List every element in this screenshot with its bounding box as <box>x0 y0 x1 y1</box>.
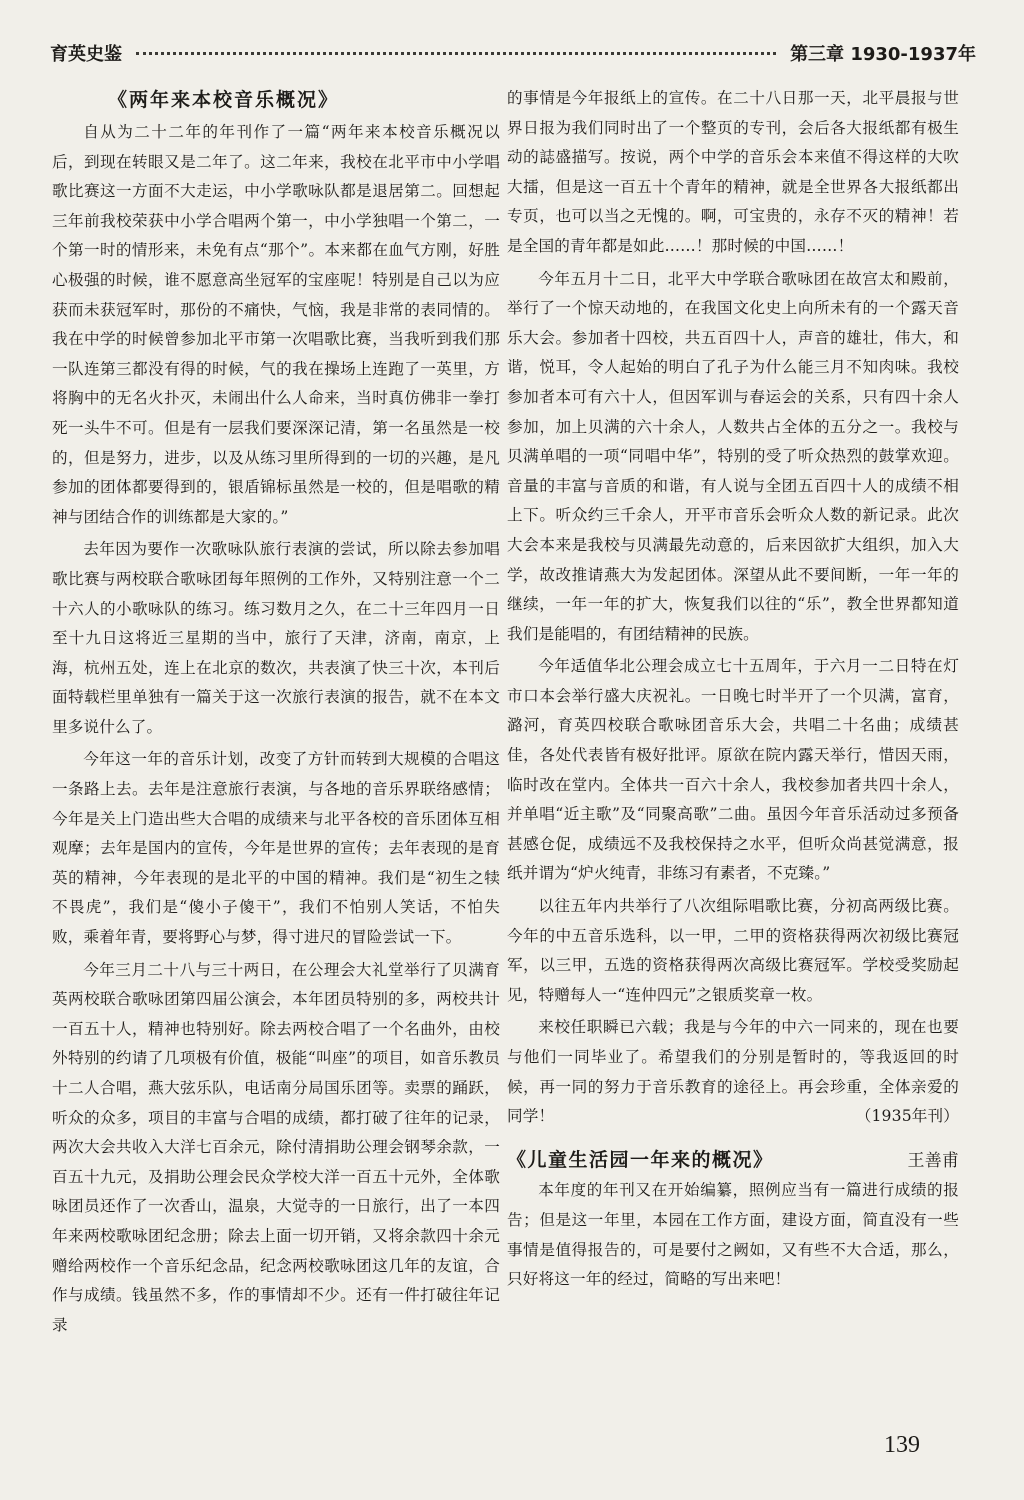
paragraph: 去年因为要作一次歌咏队旅行表演的尝试，所以除去参加唱歌比赛与两校联合歌咏团每年照例的工作外，又特别注意一个二十六人的小歌咏队的练习。练习数月之久，在二十三年四月一日至十九日这将近三星期的当中，旅行了天津，济南，南京，上海，杭州五处，连上在北京的数次，共表演了快三十次，本刊后面特载栏里单独有一篇关于这一次旅行表演的报告，就不在本文里多说什么了。 <box>52 540 500 736</box>
left-column <box>52 84 500 1343</box>
paragraph: 本年度的年刊又在开始编纂，照例应当有一篇进行成绩的报告；但是这一年里，本园在工作方面，建设方面，简直没有一些事情是值得报告的，可是要付之阙如，又有些不大合适，那么，只好将这一年的经过，简略的写出来吧！ <box>507 1181 959 1289</box>
paragraph: 今年这一年的音乐计划，改变了方针而转到大规模的合唱这一条路上去。去年是注意旅行表演，与各地的音乐界联络感情；今年是关上门造出些大合唱的成绩来与北平各校的音乐团体互相观摩；去年是国内的宣传，今年是世界的宣传；去年表现的是育英的精神，今年表现的是北平的中国的精神。我们是“初生之犊不畏虎”，我们是“傻小子傻干”，我们不怕别人笑话，不怕失败，乘着年青，要将野心与梦，得寸进尺的冒险尝试一下。 <box>52 750 500 947</box>
paragraph: 自从为二十二年的年刊作了一篇“两年来本校音乐概况以后，到现在转眼又是二年了。这二年来，我校在北平市中小学唱歌比赛这一方面不大走运，中小学歌咏队都是退居第二。回想起三年前我校荣获中小学合唱两个第一，中小学独唱一个第二，一个第一时的情形来，未免有点“那个”。本来都在血气方刚，好胜心极强的时候，谁不愿意高坐冠军的宝座呢！特别是自己以为应获而未获冠军时，那份的不痛快，气恼，我是非常的表同情的。我在中学的时候曾参加北平市第一次唱歌比赛，当我听到我们那一队连第三都没有得的时候，气的我在操场上连跑了一英里，方将胸中的无名火扑灭，未闹出什么人命来，当时真仿佛非一拳打死一头牛不可。但是有一层我们要深深记清，第一名虽然是一校的，但是努力，进步，以及从练习里所得到的一切的兴趣，是凡参加的团体都要得到的，银盾锦标虽然是一校的，但是唱歌的精神与团结合作的训练都是大家的。” <box>52 123 500 526</box>
paragraph: 今年五月十二日，北平大中学联合歌咏团在故宫太和殿前，举行了一个惊天动地的，在我国文化史上向所未有的一个露天音乐大会。参加者十四校，共五百四十人，声音的雄壮，伟大，和谐，悦耳，令人起始的明白了孔子为什么能三月不知肉味。我校参加者本可有六十人，但因军训与春运会的关系，只有四十余人参加，加上贝满的六十余人，人数共占全体的五分之一。我校与贝满单唱的一项“同唱中华”，特别的受了听众热烈的鼓掌欢迎。音量的丰富与音质的和谐，有人说与全团五百四十人的成绩不相上下。听众约三千余人，开平市音乐会听众人数的新记录。此次大会本来是我校与贝满最先动意的，后来因欲扩大组织，加入大学，故改推请燕大为发起团体。深望从此不要间断，一年一年的继续，一年一年的扩大，恢复我们以往的“乐”，教全世界都知道我们是能唱的，有团结精神的民族。 <box>507 269 959 643</box>
running-header <box>50 38 976 68</box>
paragraph: 以往五年内共举行了八次组际唱歌比赛，分初高两级比赛。今年的中五音乐选科，以一甲，二甲的资格获得两次初级比赛冠军，以三甲，五选的资格获得两次高级比赛冠军。学校受奖励起见，特赠每人一“连仲四元”之银质奖章一枚。 <box>507 897 959 1004</box>
article-heading <box>507 1146 959 1177</box>
page-number: 139 <box>884 1432 920 1458</box>
article-author: 王善甫 <box>907 1150 959 1171</box>
book-title: 育英史鉴 <box>50 44 122 65</box>
right-column <box>507 84 959 1298</box>
paragraph <box>507 1013 959 1131</box>
article-title: 《两年来本校音乐概况》 <box>108 89 340 111</box>
paragraph-continued: 的事情是今年报纸上的宣传。在二十八日那一天，北平晨报与世界日报为我们同时出了一个整页的专刊，会后各大报纸都有极生动的誌盛描写。按说，两个中学的音乐会本来值不得这样的大吹大擂，但是这一百五十个青年的精神，就是全世界各大报纸都出专页，也可以当之无愧的。啊，可宝贵的，永存不灭的精神！若是全国的青年都是如此……！那时候的中国……！ <box>507 89 959 255</box>
publication-year-note: （1935年刊） <box>855 1107 959 1126</box>
article-title: 《儿童生活园一年来的概况》 <box>507 1148 774 1171</box>
closing-text: 来校任职瞬已六载；我是与今年的中六一同来的，现在也要与他们一同毕业了。希望我们的分别是暂时的，等我返回的时候，再一同的努力于音乐教育的途径上。再会珍重，全体亲爱的同学！ <box>507 1018 959 1126</box>
chapter-title: 第三章 1930-1937年 <box>790 44 976 65</box>
paragraph: 今年三月二十八与三十两日，在公理会大礼堂举行了贝满育英两校联合歌咏团第四届公演会，本年团员特别的多，两校共计一百五十人，精神也特别好。除去两校合唱了一个名曲外，由校外特别的约请了几项极有价值，极能“叫座”的项目，如音乐教员十二人合唱，燕大弦乐队，电话南分局国乐团等。卖票的踊跃，听众的众多，项目的丰富与合唱的成绩，都打破了往年的记录，两次大会共收入大洋七百余元，除付清捐助公理会钢琴余款，一百五十九元，及捐助公理会民众学校大洋一百五十元外，全体歌咏团员还作了一次香山，温泉，大觉寺的一日旅行，出了一本四年来两校歌咏团纪念册；除去上面一切开销，又将余款四十余元赠给两校作一个音乐纪念品，纪念两校歌咏团这几年的友谊，合作与成绩。钱虽然不多，作的事情却不少。还有一件打破往年记录 <box>52 960 500 1334</box>
header-dotted-rule <box>136 52 776 55</box>
paragraph: 今年适值华北公理会成立七十五周年，于六月一二日特在灯市口本会举行盛大庆祝礼。一日晚七时半开了一个贝满，富育，潞河，育英四校联合歌咏团音乐大会，共唱二十名曲；成绩甚佳，各处代表皆有极好批评。原欲在院内露天举行，惜因天雨，临时改在堂内。全体共一百六十余人，我校参加者共四十余人，并单唱“近主歌”及“同聚高歌”二曲。虽因今年音乐活动过多预备甚感仓促，成绩远不及我校保持之水平，但听众尚甚觉满意，报纸并谓为“炉火纯青，非练习有素者，不克臻。” <box>507 657 959 883</box>
